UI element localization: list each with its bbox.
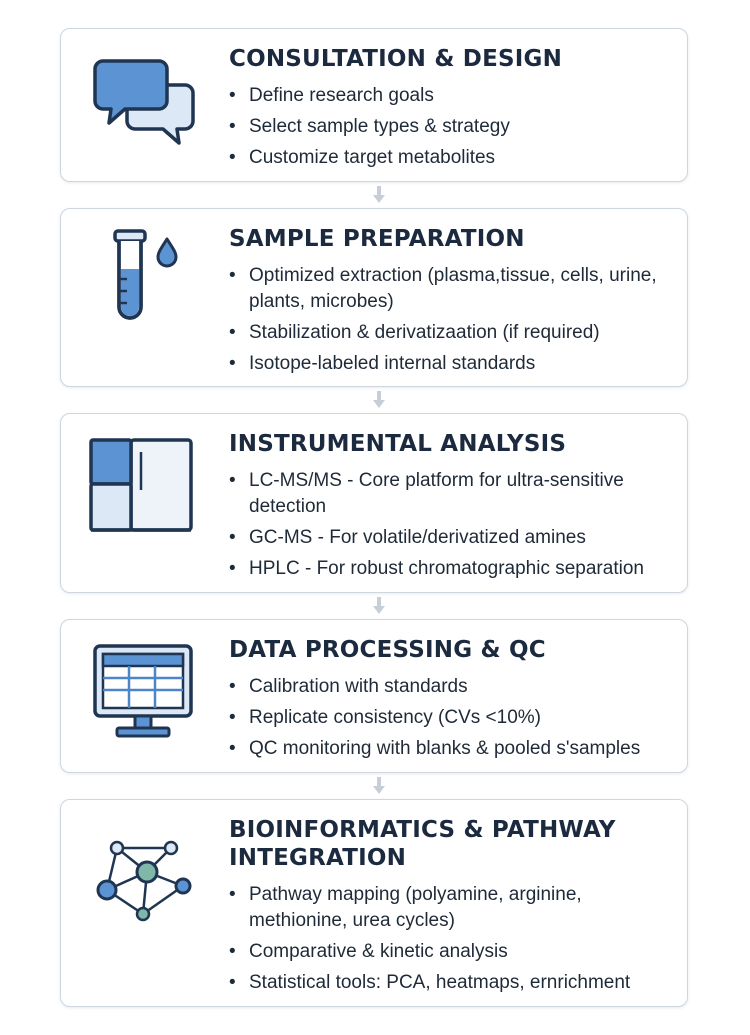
chat-bubbles-icon: [83, 47, 203, 157]
list-item: • QC monitoring with blanks & pooled s'samples: [229, 736, 677, 762]
list-item: • LC-MS/MS - Core platform for ultra-sensitive detection: [229, 468, 677, 520]
step-card-instrumental-analysis: [60, 413, 688, 593]
step-title: BIOINFORMATICS & PATHWAY INTEGRATION: [229, 817, 616, 871]
list-item: • Pathway mapping (polyamine, arginine, methionine, urea cycles): [229, 882, 677, 934]
list-item: • Select sample types & strategy: [229, 114, 677, 140]
arrow-down-icon: [373, 786, 385, 794]
arrow-down-icon: [373, 606, 385, 614]
test-tube-icon: [83, 223, 203, 333]
arrow-stem: [377, 777, 381, 786]
step-bullets: [229, 263, 677, 377]
instrument-icon: [83, 434, 203, 544]
step-title: INSTRUMENTAL ANALYSIS: [229, 431, 567, 457]
step-bullets: [229, 882, 677, 996]
step-card-bioinformatics: [60, 799, 688, 1007]
step-title: DATA PROCESSING & QC: [229, 637, 546, 663]
arrow-down-icon: [373, 195, 385, 203]
step-card-consultation: [60, 28, 688, 182]
network-icon: [83, 834, 203, 944]
monitor-table-icon: [83, 640, 203, 750]
step-bullets: [229, 674, 677, 762]
arrow-stem: [377, 186, 381, 195]
arrow-stem: [377, 597, 381, 606]
step-card-data-processing: [60, 619, 688, 773]
list-item: • Define research goals: [229, 83, 677, 109]
list-item: • Statistical tools: PCA, heatmaps, ernrichment: [229, 970, 677, 996]
step-bullets: [229, 468, 677, 582]
list-item: • HPLC - For robust chromatographic separation: [229, 556, 677, 582]
step-bullets: [229, 83, 677, 171]
list-item: • Isotope-labeled internal standards: [229, 351, 677, 377]
list-item: • Replicate consistency (CVs <10%): [229, 705, 677, 731]
arrow-stem: [377, 391, 381, 400]
step-card-sample-preparation: [60, 208, 688, 387]
step-title: CONSULTATION & DESIGN: [229, 46, 563, 72]
list-item: • Optimized extraction (plasma,tissue, cells, urine, plants, microbes): [229, 263, 677, 315]
list-item: • Comparative & kinetic analysis: [229, 939, 677, 965]
list-item: • Customize target metabolites: [229, 145, 677, 171]
step-title: SAMPLE PREPARATION: [229, 226, 525, 252]
list-item: • Calibration with standards: [229, 674, 677, 700]
list-item: • GC-MS - For volatile/derivatized amines: [229, 525, 677, 551]
arrow-down-icon: [373, 400, 385, 408]
list-item: • Stabilization & derivatizaation (if required): [229, 320, 677, 346]
